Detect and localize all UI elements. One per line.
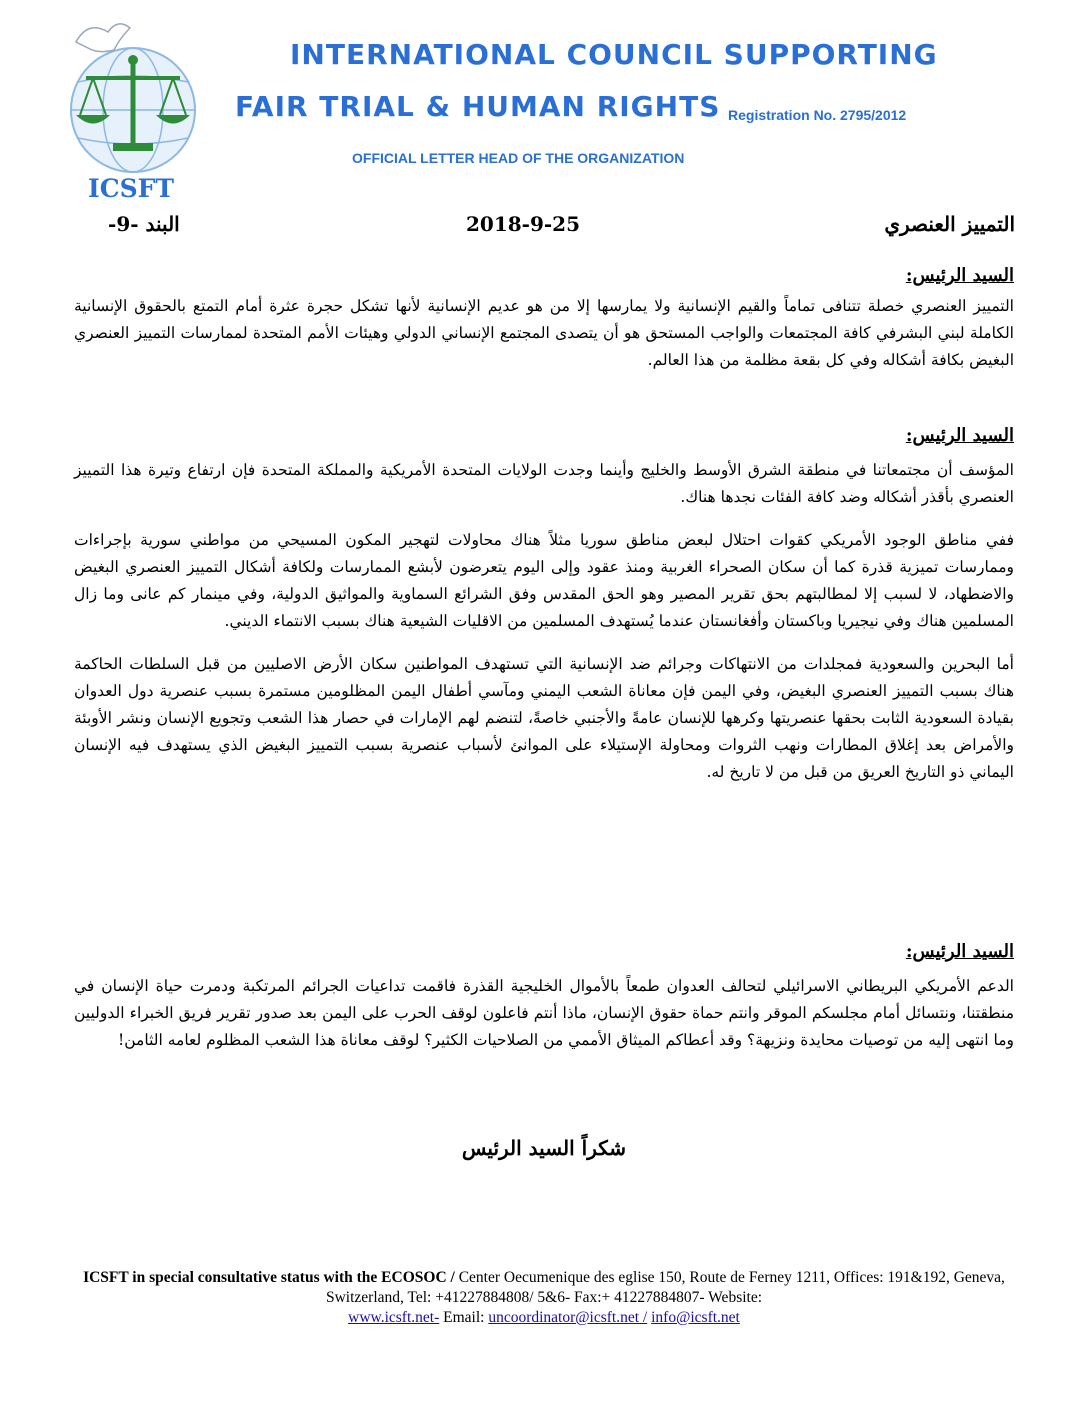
- paragraph: الدعم الأمريكي البريطاني الاسرائيلي لتحالف العدوان طمعاً بالأموال الخليجية القذرة فاقمت تداعيات الجرائم المرتكبة ودمرت حياة الإنسان في منطقتنا، ونتسائل أمام مجلسكم الموقر وانتم حماة حقوق الإنسان، ماذا أنتم فاعلون لوقف الحرب على اليمن بعد صدور تقرير فريق الخبراء الدوليين وما انتهى إليه من توصيات محايدة ونزيهة؟ وقد أعطاكم الميثاق الأممي من الصلاحيات الكثير؟ لوقف معاناة هذا الشعب المظلوم لعامه الثامن!: [74, 977, 1014, 1049]
- website-link[interactable]: www.icsft.net-: [348, 1309, 440, 1326]
- letterhead-subheading: OFFICIAL LETTER HEAD OF THE ORGANIZATION: [352, 150, 685, 166]
- agenda-item: البند -9-: [108, 212, 180, 236]
- letter-date: 2018-9-25: [466, 212, 581, 236]
- section-3: [74, 938, 1014, 1054]
- paragraph: المؤسف أن مجتمعاتنا في منطقة الشرق الأوسط والخليج وأينما وجدت الولايات المتحدة الأمريكية والمملكة المتحدة فإن ارتفاع وتيرة هذا التمييز العنصري بأقذر أشكاله وضد كافة الفئات نجدها هناك.: [74, 461, 1014, 506]
- section-2: [74, 422, 1014, 786]
- paragraph: التمييز العنصري خصلة تتنافى تماماً والقيم الإنسانية ولا يمارسها إلا من هو عديم الإنسانية لأنها تشكل حجرة عثرة أمام التمتع بالحقوق الإنسانية الكاملة لبني البشرفي كافة المجتمعات والواجب المستحق هو أن يتصدى المجتمع الإنساني الدولي وهيئات الأمم المتحدة لممارسات التمييز العنصري البغيض بكافة أشكاله وفي كل بقعة مظلمة من هذا العالم.: [74, 297, 1014, 369]
- email-label: Email:: [439, 1309, 489, 1326]
- section-heading: السيد الرئيس:: [905, 425, 1014, 446]
- letter-topic: التمييز العنصري: [884, 212, 1015, 236]
- email-link-uncoordinator[interactable]: uncoordinator@icsft.net /: [488, 1309, 648, 1326]
- paragraph: ففي مناطق الوجود الأمريكي كقوات احتلال لبعض مناطق سوريا مثلاً هناك محاولات لتهجير المكون المسيحي من مواطني سورية بإجراءات وممارسات تميزية قذرة كما أن سكان الصحراء الغربية ومنذ عقود وإلى اليوم يتعرضون لأبشع الممارسات ولكافة أشكال التمييز العنصري البغيض والاضطهاد، لا لسبب إلا لمطالبتهم بحق تقرير المصير وهو الحق المقدس وفق الشرائع السماوية والمواثيق الدولية، وفي مينمار كم عانى وما زال المسلمين هناك وفي نيجيريا وباكستان وأفغانستان عندما يُستهدف المسلمين من الاقليات الشيعية هناك بسبب الانتماء الديني.: [74, 531, 1014, 630]
- email-link-info[interactable]: info@icsft.net: [651, 1309, 740, 1326]
- footer-org-status: ICSFT in special consultative status with the ECOSOC /: [83, 1269, 455, 1286]
- section-heading: السيد الرئيس:: [905, 265, 1014, 286]
- section-1: [74, 262, 1014, 374]
- organization-logo: [58, 10, 208, 205]
- organization-name-line1: INTERNATIONAL COUNCIL SUPPORTING: [290, 38, 938, 71]
- paragraph: أما البحرين والسعودية فمجلدات من الانتهاكات وجرائم ضد الإنسانية التي تستهدف المواطنين سكان الأرض الاصليين من قبل السلطات الحاكمة هناك بسبب التمييز العنصري البغيض، وفي اليمن فإن معاناة الشعب اليمني ومآسي أطفال اليمن المظلومين مستمرة بسبب عنصرية دول العدوان بقيادة السعودية الثابت بحقها عنصريتها وكرهها للإنسان عامةً والأجنبي خاصةً، لتنضم لهم الإمارات في حصار هذا الشعب وتجويع الإنسان ونشر الأوبئة والأمراض بعد إغلاق المطارات ونهب الثروات ومحاولة الإستيلاء على الموانئ لأسباب عنصرية بسبب التمييز البغيض الذي يستهدف فيه الإنسان اليماني ذو التاريخ العريق من قبل من لا تاريخ له.: [74, 655, 1014, 781]
- letter-footer: [60, 1268, 1028, 1328]
- logo-text: ICSFT: [88, 174, 174, 203]
- footer-address: Center Oecumenique des eglise 150, Route de Ferney 1211, Offices: 191&192, Geneva, Switzerland, Tel: +41227884808/ 5&6- Fax:+ 41227884807- Website:: [325, 1269, 1005, 1306]
- section-heading: السيد الرئيس:: [905, 941, 1014, 962]
- organization-name-line2: FAIR TRIAL & HUMAN RIGHTS: [235, 90, 721, 123]
- registration-number: Registration No. 2795/2012: [728, 107, 907, 123]
- closing-line: شكراً السيد الرئيس: [461, 1136, 627, 1160]
